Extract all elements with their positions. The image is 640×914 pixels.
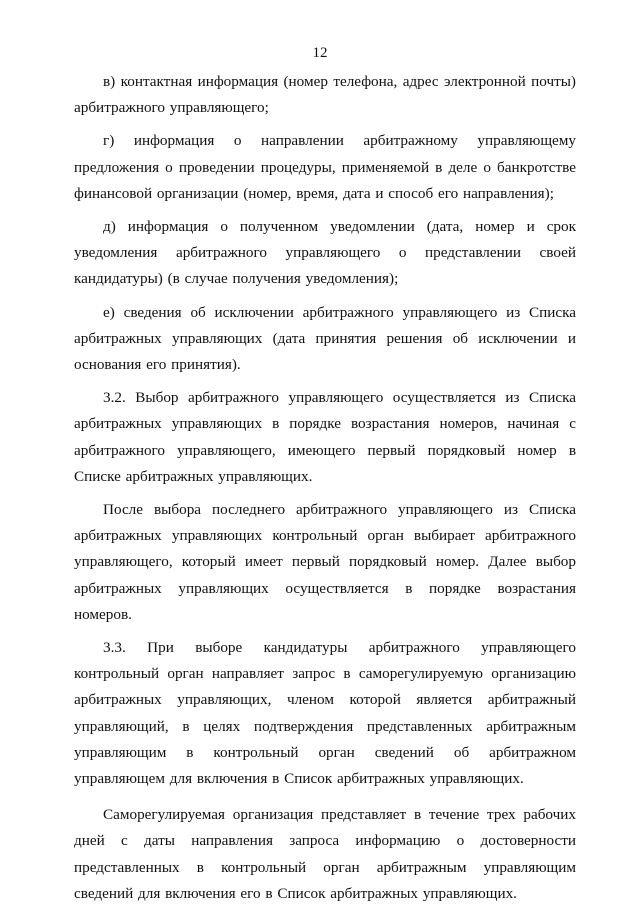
paragraph-3-2-continued: После выбора последнего арбитражного управляющего из Списка арбитражных управляющих контрольный орган выбирает арбитражного управляющего, который имеет первый порядковый номер. Далее выбор арбитражных управляющих осуществляется в порядке возрастания номеров. — [74, 501, 576, 623]
paragraph-3-3-continued: Саморегулируемая организация представляет в течение трех рабочих дней с даты направления запроса информацию о достоверности представленных в контрольный орган арбитражным управляющим сведений для включения его в Список арбитражных управляющих. — [74, 806, 576, 902]
paragraph-v-contact-info: в) контактная информация (номер телефона, адрес электронной почты) арбитражного управляющего; — [74, 73, 576, 117]
paragraph-e-exclusion-info: е) сведения об исключении арбитражного управляющего из Списка арбитражных управляющих (дата принятия решения об исключении и основания его принятия). — [74, 303, 576, 374]
paragraph-3-3: 3.3. При выборе кандидатуры арбитражного управляющего контрольный орган направляет запрос в саморегулируемую организацию арбитражных управляющих, членом которой является арбитражный управляющий, в целях подтверждения представленных арбитражным управляющим в контрольный орган сведений об арбитражном управляющем для включения в Список арбитражных управляющих. — [74, 639, 576, 788]
paragraph-g-proposal-info: г) информация о направлении арбитражному управляющему предложения о проведении процедуры, применяемой в деле о банкротстве финансовой организации (номер, время, дата и способ его направления); — [74, 132, 576, 202]
paragraph-3-2: 3.2. Выбор арбитражного управляющего осуществляется из Списка арбитражных управляющих в порядке возрастания номеров, начиная с арбитражного управляющего, имеющего первый порядковый номер в Списке арбитражных управляющих. — [74, 389, 576, 485]
document-body — [74, 69, 576, 914]
page-number: 12 — [312, 45, 328, 61]
paragraph-d-notification-info: д) информация о полученном уведомлении (дата, номер и срок уведомления арбитражного управляющего о представлении своей кандидатуры) (в случае получения уведомления); — [74, 218, 576, 288]
